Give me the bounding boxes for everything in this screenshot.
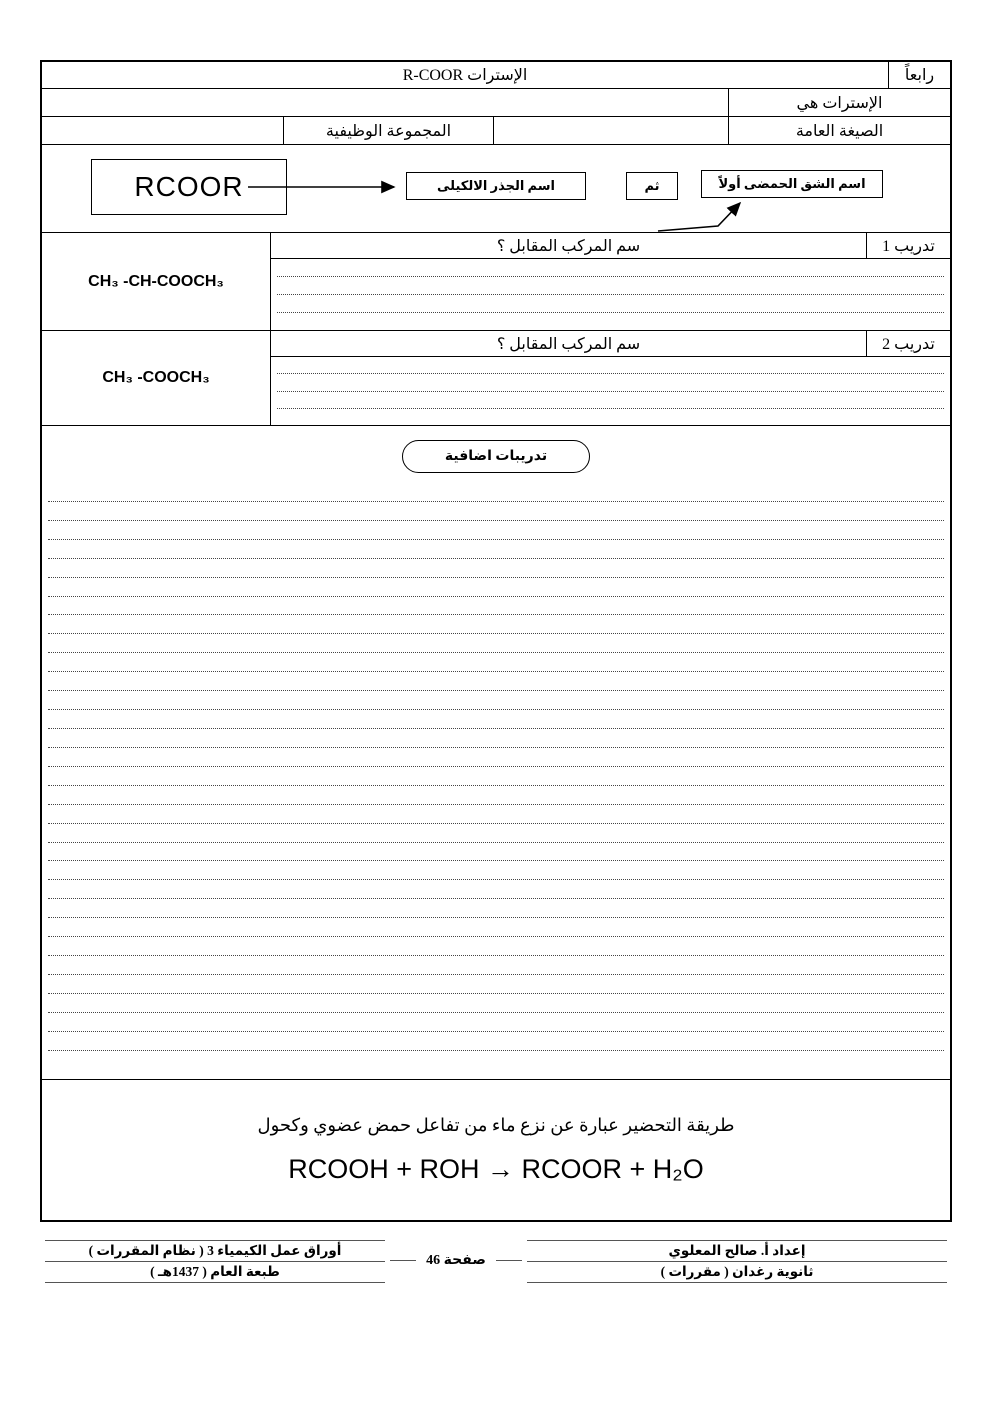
dotted-line	[48, 671, 944, 672]
footer-worksheet-title: أوراق عمل الكيمياء 3 ( نظام المقررات )	[45, 1241, 385, 1262]
preparation-description: طريقة التحضير عبارة عن نزع ماء من تفاعل حمض عضوي وكحول	[257, 1115, 735, 1135]
arrow-to-acid-icon	[658, 203, 740, 231]
training-1-header	[271, 233, 950, 259]
training-1-formula: CH₃ -CH-COOCH₃	[42, 233, 271, 330]
functional-group-label: المجموعة الوظيفية	[283, 117, 493, 144]
footer-edition: طبعة العام ( 1437هـ )	[45, 1262, 385, 1283]
dotted-line	[277, 294, 944, 295]
training-2-question: سم المركب المقابل ؟	[496, 335, 641, 353]
dotted-line	[48, 879, 944, 880]
additional-exercises-section	[42, 426, 950, 1080]
dotted-line	[48, 520, 944, 521]
page-footer	[45, 1240, 947, 1283]
esterification-equation: RCOOH + ROH → RCOOR + H₂O	[288, 1154, 704, 1184]
dotted-line	[48, 1012, 944, 1013]
preparation-section	[42, 1080, 950, 1220]
esters-are-label: الإسترات هي	[728, 89, 950, 116]
dotted-line	[48, 652, 944, 653]
main-table	[40, 60, 952, 1222]
general-formula-blank	[493, 117, 728, 144]
dotted-line	[48, 501, 944, 502]
dotted-line	[48, 917, 944, 918]
dotted-line	[48, 785, 944, 786]
footer-page-center	[385, 1240, 527, 1269]
formula-group-row	[42, 117, 950, 145]
dotted-line	[277, 408, 944, 409]
training-1-question: سم المركب المقابل ؟	[496, 237, 641, 255]
dotted-line	[48, 766, 944, 767]
additional-exercises-lines	[42, 479, 950, 1079]
esters-definition-row	[42, 89, 950, 117]
dotted-line	[48, 747, 944, 748]
footer-dash-right	[496, 1260, 522, 1261]
diagram-arrows	[42, 145, 950, 233]
title-row	[42, 62, 950, 89]
then-box: ثم	[626, 172, 678, 200]
dotted-line	[48, 936, 944, 937]
dotted-line	[48, 728, 944, 729]
dotted-line	[48, 558, 944, 559]
training-2-label: تدريب 2	[866, 331, 950, 356]
rcoor-formula-box: RCOOR	[91, 159, 287, 215]
dotted-line	[277, 373, 944, 374]
footer-author-block	[527, 1240, 947, 1283]
page-title: الإسترات R-COOR	[402, 67, 528, 84]
dotted-line	[48, 614, 944, 615]
dotted-line	[48, 974, 944, 975]
footer-prepared-by: إعداد أ. صالح المعلوي	[527, 1241, 947, 1262]
naming-diagram	[42, 145, 950, 233]
dotted-line	[277, 276, 944, 277]
footer-dash-left	[390, 1260, 416, 1261]
dotted-line	[277, 312, 944, 313]
dotted-line	[48, 539, 944, 540]
dotted-line	[48, 993, 944, 994]
acid-part-box: اسم الشق الحمضى أولاً	[701, 170, 883, 198]
training-1-row	[42, 233, 950, 331]
training-2-content	[271, 331, 950, 425]
training-1-content	[271, 233, 950, 330]
alkyl-root-box: اسم الجذر الالكيلى	[406, 172, 586, 200]
dotted-line	[48, 709, 944, 710]
training-1-label: تدريب 1	[866, 233, 950, 258]
dotted-line	[48, 633, 944, 634]
dotted-line	[48, 596, 944, 597]
dotted-line	[48, 1031, 944, 1032]
dotted-line	[48, 690, 944, 691]
dotted-line	[48, 823, 944, 824]
dotted-line	[48, 1050, 944, 1051]
training-1-answer-lines	[271, 259, 950, 330]
page-number: صفحة 46	[426, 1253, 486, 1268]
dotted-line	[48, 577, 944, 578]
dotted-line	[277, 391, 944, 392]
dotted-line	[48, 842, 944, 843]
dotted-line	[48, 898, 944, 899]
training-2-row	[42, 331, 950, 426]
esters-definition-blank	[42, 89, 728, 116]
functional-group-blank	[42, 117, 283, 144]
section-number-cell: رابعاً	[888, 62, 950, 88]
footer-book-block	[45, 1240, 385, 1283]
training-2-formula: CH₃ -COOCH₃	[42, 331, 271, 425]
dotted-line	[48, 804, 944, 805]
footer-school: ثانوية رغدان ( مقررات )	[527, 1262, 947, 1283]
dotted-line	[48, 860, 944, 861]
training-2-answer-lines	[271, 357, 950, 425]
training-2-header	[271, 331, 950, 357]
additional-title-wrap	[42, 426, 950, 479]
dotted-line	[48, 955, 944, 956]
general-formula-label: الصيغة العامة	[728, 117, 950, 144]
additional-exercises-title: تدريبات اضافية	[402, 440, 590, 473]
